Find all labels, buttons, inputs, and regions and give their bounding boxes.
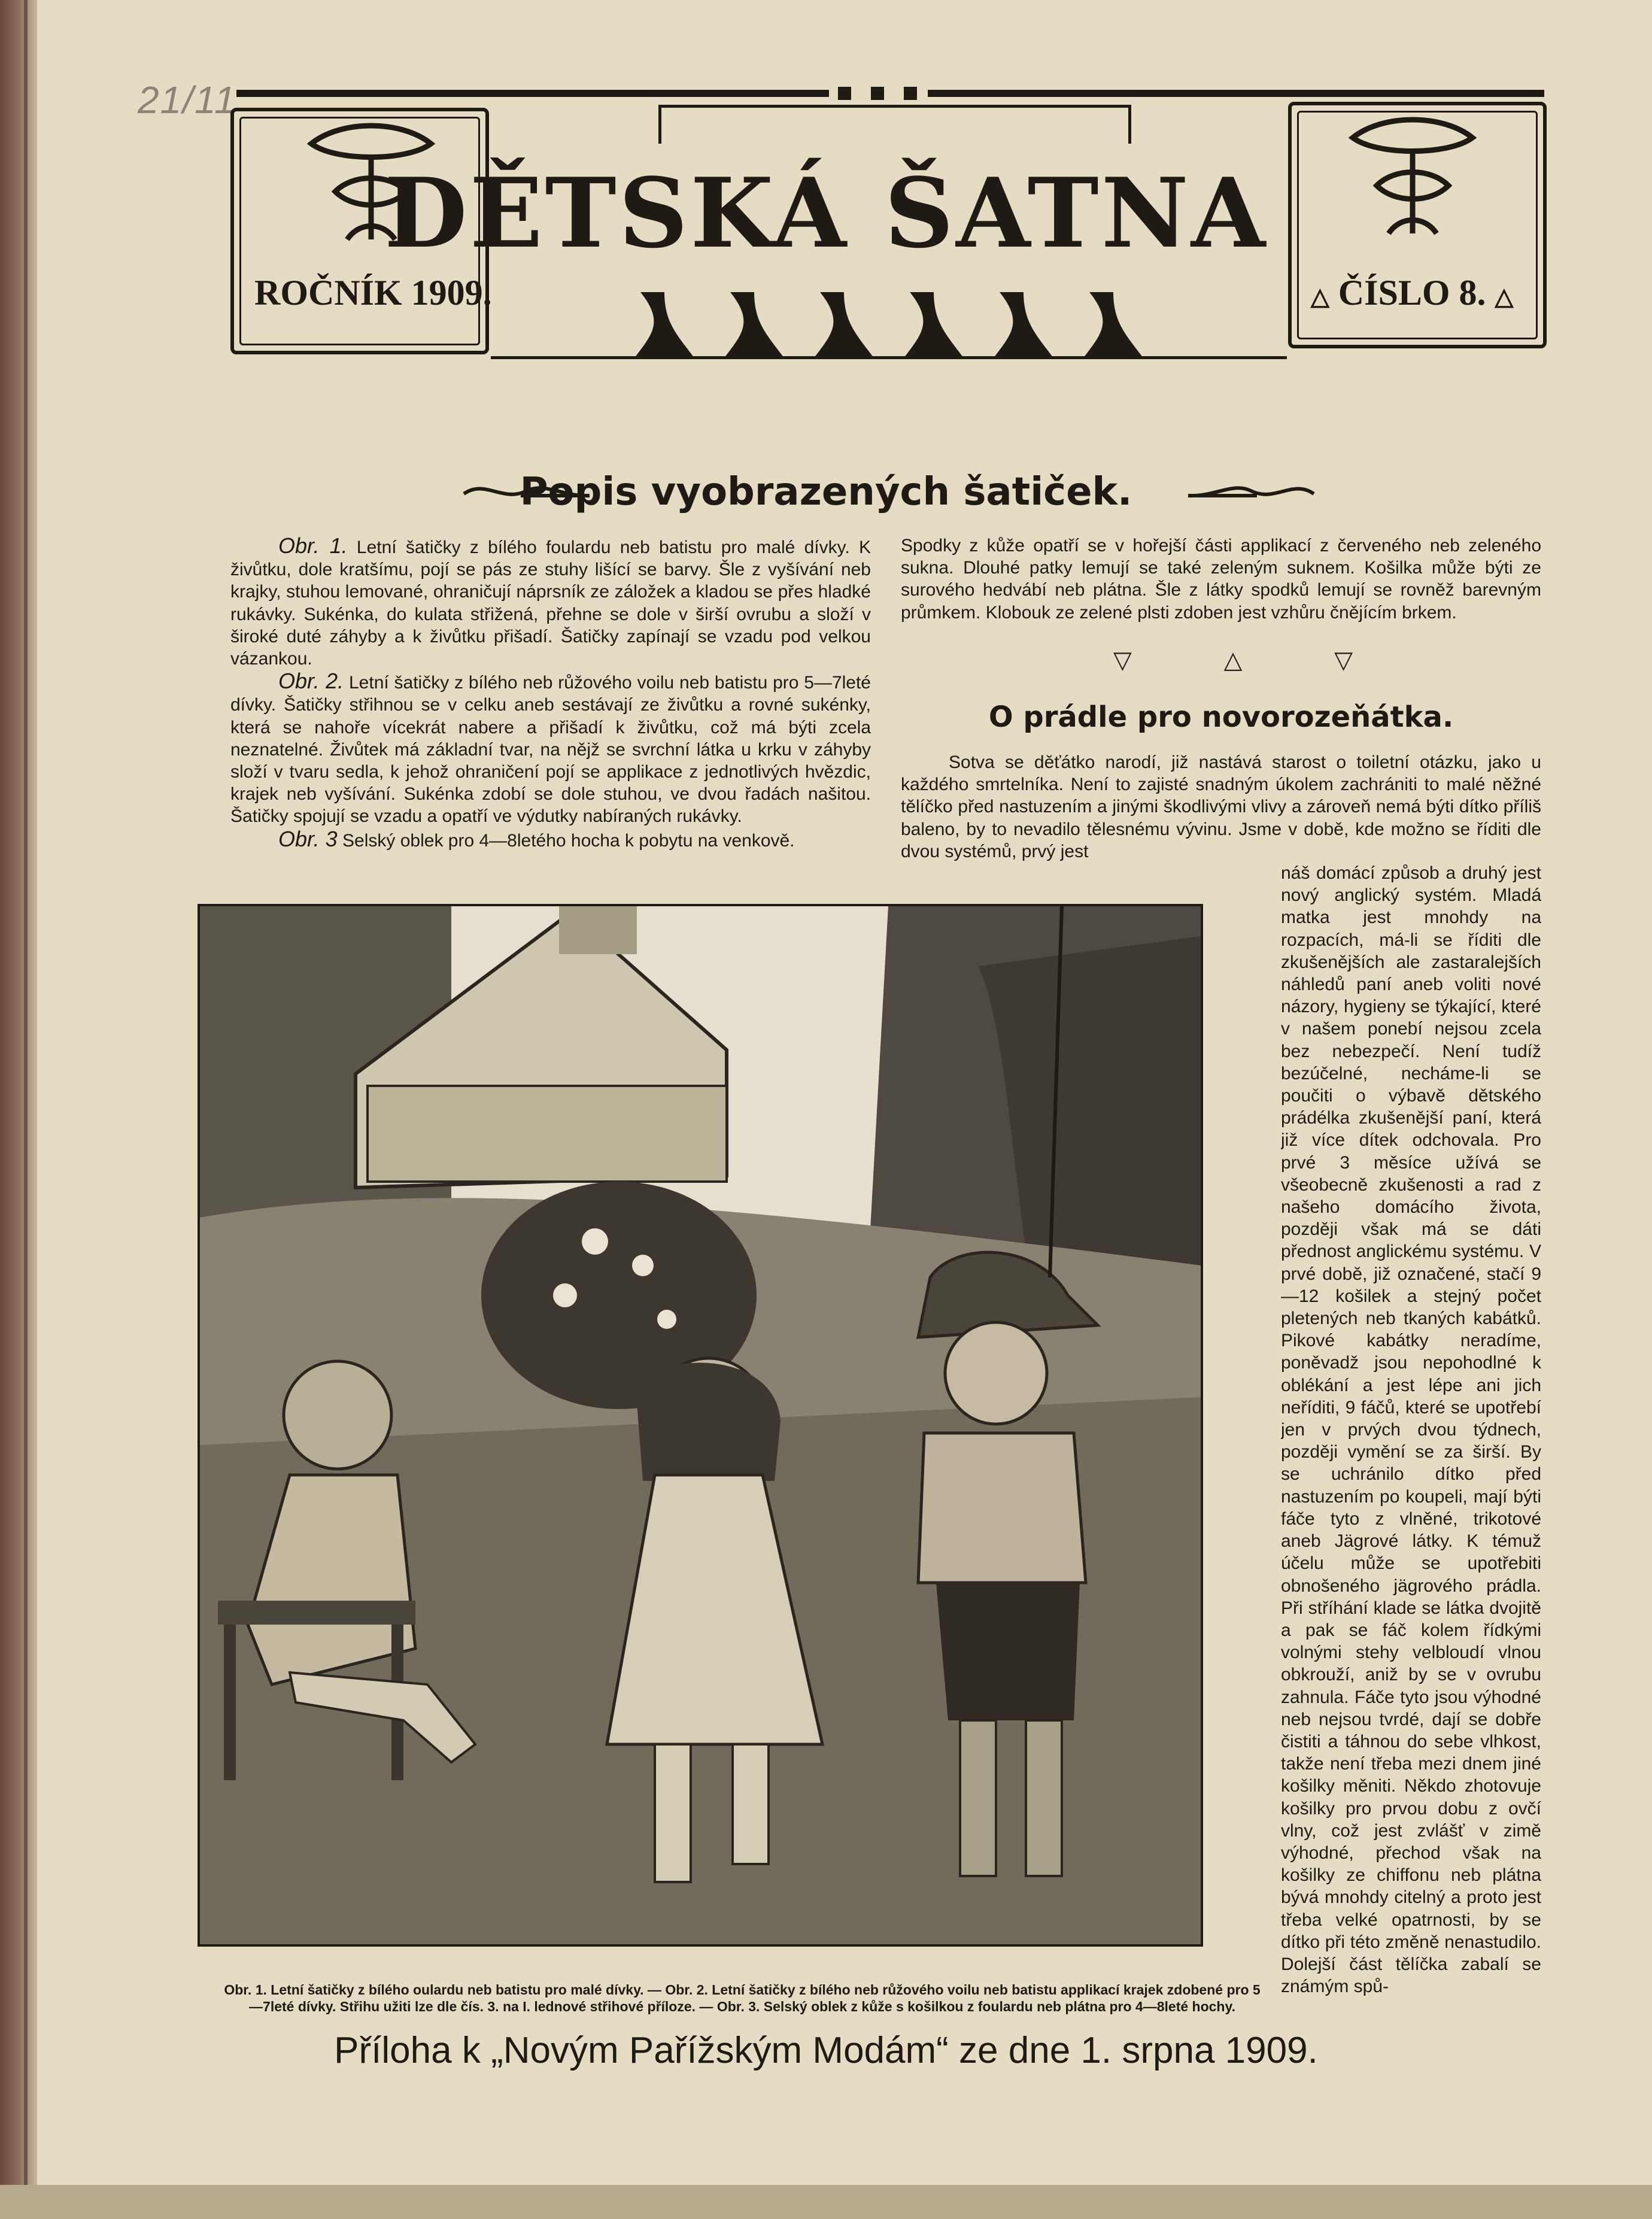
left-column	[230, 535, 871, 852]
triangle-icon: △	[1495, 283, 1514, 310]
ornament-square	[871, 87, 884, 100]
paragraph-text: náš domácí způsob a druhý jest nový anglický systém. Mladá matka jest mnohdy na rozpacích, má-li se říditi dle zkušenějších ale zastaralejších náhledů paní aneb voliti nové názory, hygieny se týkající, které v našem ponebí nejsou zcela bez nebezpečí. Není tudíž bezúčelné, necháme-li se poučiti o výbavě dětského prádélka zkušenější paní, která již více dítek odchovala. Pro prvé 3 měsíce užívá se všeobecně zkušenosti a rad z našeho domácího života, později však má se dáti přednost anglickému systému. V prvé době, již označené, stačí 9—12 košilek a stejný počet pletených neb tkaných kabátků. Pikové kabátky neradíme, poněvadž jsou nepohodlné k oblékání a jest lépe ani jich neříditi, 9 fáčů, které se upotřebí jen v prvých dvou týdnech, později vymění se za širší. By se uchránilo dítko před nastuzením po koupeli, mají býti fáče tyto z vlněné, trikotové aneb Jägrové látky. K témuž účelu může se upotřebiti obnošeného jägrového prádla. Při stříhání klade se látka dvojitě a pak se fáč kolem řídkými volnými stehy velbloudí vlnou obkrouží, aniž by se v ovrubu zahnula. Fáče tyto jsou výhodné neb nejsou tvrdé, dají se dobře čistiti a táhnou do sebe vlhkost, takže není třeba mezi dnem jiné košilky měniti. Někdo zhotovuje košilky pro prvou dobu z ovčí vlny, což jest zvlášť v zimě výhodné, přechod však na košilky ze chiffonu neb plátna bývá mnohdy citelný a proto jest třeba velké opatrnosti, by se dítko při této změně nenastudilo. Dolejší část tělíčka zabalí se známým spů-	[1281, 863, 1541, 1997]
paragraph-text: Sotva se děťátko narodí, již nastává starost o toiletní otázku, jako u každého smrtelníka. Není to zajisté snadným úkolem zachrániti to malé něžné tělíčko před nastuzením a jinými škodlivými vlivy a zároveň nemá býti dítko příliš baleno, by to nevadilo tělesnému vývinu. Jsme v době, kde možno se říditi dle dvou systémů, prvý jest	[901, 752, 1541, 861]
right-column	[901, 535, 1541, 624]
paragraph-obr-3	[230, 828, 871, 852]
paragraph-obr-1	[230, 535, 871, 670]
right-flourish-icon	[1185, 473, 1317, 509]
triangle-down-icon: ▽	[1113, 647, 1132, 673]
margin-pencil-note: 21/11	[138, 78, 237, 122]
title-frame	[658, 105, 1131, 144]
supplement-footer: Příloha k „Novým Pařížským Modám“ ze dne 1. srpna 1909.	[334, 2030, 1318, 2071]
article-intro	[901, 751, 1541, 861]
figure-label: Obr. 3	[278, 826, 338, 851]
triangle-up-icon: △	[1223, 647, 1243, 673]
ornament-square	[838, 87, 851, 100]
paragraph-text: Selský oblek pro 4—8letého hocha k pobytu na venkově.	[337, 830, 795, 851]
issue-number-label: ČÍSLO 8.	[1338, 273, 1486, 312]
top-rule-left	[236, 90, 829, 97]
bottom-frame-rule	[491, 356, 1287, 359]
figure-caption: Obr. 1. Letní šatičky z bílého oulardu neb batistu pro malé dívky. — Obr. 2. Letní šatičky z bílého neb růžového voilu neb batistu applikací krajek zdobené pro 5—7leté dívky. Střihu užiti lze dle čís. 3. na I. lednové střihové příloze. — Obr. 3. Selský oblek z kůže s košilkou z foulardu neb plátna pro 4—8leté hochy.	[224, 1982, 1261, 2014]
paragraph-text: Letní šatičky z bílého neb růžového voilu neb batistu pro 5—7leté dívky. Šatičky střihnou se v celku aneb sestávají ze živůtku a rovné sukénky, která se nahoře vícekrát nabere a přišadí k živůtku, což má býti zcela neznatelné. Živůtek má základní tvar, na nějž se svrchní látka u krku v záhyby složí v tvaru sedla, k jehož ohraničení pojí se applikace z jednotlivých hvězdic, krajek neb vyšívání. Sukénka zdobí se dole stuhou, ve dvou řadách našitou. Šatičky spojují se vzadu a opatří ve výdutky nabíraných rukávky.	[230, 673, 871, 827]
ornament-square	[904, 87, 917, 100]
paragraph-continued: Spodky z kůže opatří se v hořejší části applikací z červeného neb zeleného sukna. Dlouhé patky lemují se také zeleným suknem. Košilka může býti ze surového hedvábí neb plátna. Šle z látky spodků lemují se rovněž barevným průmkem. Klobouk ze zelené plsti zdoben jest vzhůru čnějícím brkem.	[901, 536, 1541, 623]
magazine-title: DĚTSKÁ ŠATNA	[384, 157, 1268, 269]
masthead	[0, 0, 1652, 383]
issue-number	[1311, 272, 1513, 314]
triangle-down-icon: ▽	[1334, 647, 1353, 673]
top-rule-right	[928, 90, 1544, 97]
volume-year: ROČNÍK 1909.	[254, 273, 492, 312]
section-heading: Popis vyobrazených šatiček.	[520, 470, 1132, 514]
figure-label: Obr. 1.	[278, 533, 348, 558]
page-bottom-edge	[0, 2185, 1652, 2219]
illustration-scene	[200, 906, 1201, 1944]
figure-label: Obr. 2.	[278, 669, 344, 694]
paragraph-text: Letní šatičky z bílého foulardu neb batistu pro malé dívky. K živůtku, dole kratšímu, pojí se pás ze stuhy lišící se barvy. Šle z vyšívání neb krajky, stuhou lemované, ohraničují náprsník ze záložek a kladou se přes hladké rukávky. Sukénka, do kulata střižená, přehne se dole v širší ovrubu a složí v široké duté záhyby a k živůtku přišadí. Šatičky zapínají se vzadu pod velkou vázankou.	[230, 538, 871, 669]
article-narrow-column	[1281, 862, 1541, 2035]
triangle-icon: △	[1311, 283, 1329, 310]
section-divider	[1113, 646, 1353, 674]
paragraph-obr-2	[230, 670, 871, 827]
fashion-illustration	[198, 904, 1203, 1947]
article-subheading: O prádle pro novorozeňátka.	[988, 700, 1454, 734]
